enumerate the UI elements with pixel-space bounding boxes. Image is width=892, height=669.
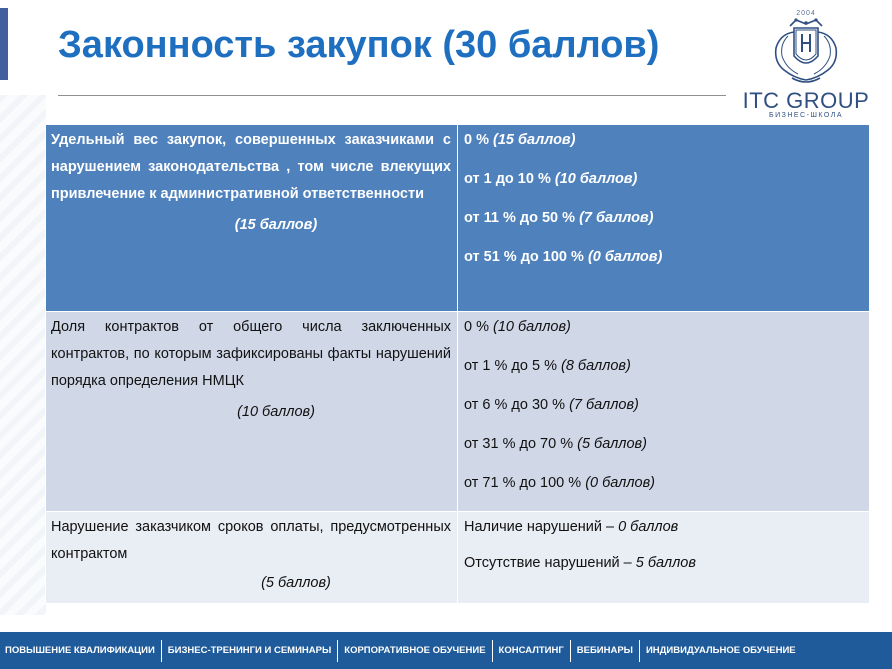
score-range: от 6 % до 30 % [464,397,570,413]
footer-link-trainings[interactable]: БИЗНЕС-ТРЕНИНГИ И СЕМИНАРЫ [161,640,337,662]
footer-bar [0,632,892,669]
score-value: 5 баллов [635,555,696,571]
table-row [46,125,870,312]
score-value: (7 баллов) [569,397,639,413]
score-option [464,470,863,497]
score-option [464,314,863,341]
logo-year: 2004 [796,10,816,17]
score-range: 0 % [464,319,494,335]
score-option [464,514,863,541]
score-option [464,392,863,419]
criterion-cell [46,312,458,512]
scoring-cell [458,512,870,604]
footer-link-qualification[interactable]: ПОВЫШЕНИЕ КВАЛИФИКАЦИИ [5,644,155,656]
crest-icon [766,16,846,88]
score-range: от 71 % до 100 % [464,475,586,491]
table-row [46,512,870,604]
title-accent-bar [0,8,8,80]
score-range: Наличие нарушений – [464,519,619,535]
footer-link-corporate[interactable]: КОРПОРАТИВНОЕ ОБУЧЕНИЕ [337,640,491,662]
score-option [464,550,863,577]
score-value: (7 баллов) [579,210,654,226]
score-option [464,244,863,271]
score-option [464,431,863,458]
itc-group-logo [736,10,876,120]
title-divider [58,95,726,96]
criterion-cell [46,125,458,312]
score-value: 0 баллов [618,519,679,535]
criterion-points: (5 баллов) [261,575,331,591]
score-range: 0 % [464,132,494,148]
score-value: (15 баллов) [493,132,576,148]
score-value: (5 баллов) [577,436,647,452]
scoring-cell [458,125,870,312]
score-value: (10 баллов) [554,171,638,187]
score-range: Отсутствие нарушений – [464,555,636,571]
criterion-points: (10 баллов) [237,404,315,420]
score-option [464,205,863,232]
score-value: (0 баллов) [585,475,655,491]
criterion-text: Удельный вес закупок, совершенных заказчиками с нарушением законодательства , том числе влекущих привлечение к административной ответственности [51,132,451,202]
logo-name: ITC GROUP [742,88,870,113]
logo-subtitle: БИЗНЕС-ШКОЛА [768,112,843,119]
score-option [464,353,863,380]
score-value: (0 баллов) [587,249,663,265]
footer-link-consulting[interactable]: КОНСАЛТИНГ [492,640,570,662]
score-range: от 1 % до 5 % [464,358,561,374]
table-row [46,312,870,512]
slide-title: Законность закупок (30 баллов) [58,24,660,66]
score-range: от 51 % до 100 % [464,249,588,265]
criterion-points: (15 баллов) [234,217,318,233]
score-value: (10 баллов) [493,319,571,335]
score-range: от 1 до 10 % [464,171,555,187]
criteria-table [45,124,870,604]
score-option [464,127,863,154]
criterion-text: Нарушение заказчиком сроков оплаты, предусмотренных контрактом [51,519,451,562]
side-decoration [0,95,46,615]
score-option [464,166,863,193]
footer-link-individual[interactable]: ИНДИВИДУАЛЬНОЕ ОБУЧЕНИЕ [639,640,802,662]
footer-link-webinars[interactable]: ВЕБИНАРЫ [570,640,639,662]
score-range: от 31 % до 70 % [464,436,578,452]
criterion-cell [46,512,458,604]
scoring-cell [458,312,870,512]
score-value: (8 баллов) [561,358,631,374]
criterion-text: Доля контрактов от общего числа заключенных контрактов, по которым зафиксированы факты нарушений порядка определения НМЦК [51,319,451,389]
score-range: от 11 % до 50 % [464,210,580,226]
